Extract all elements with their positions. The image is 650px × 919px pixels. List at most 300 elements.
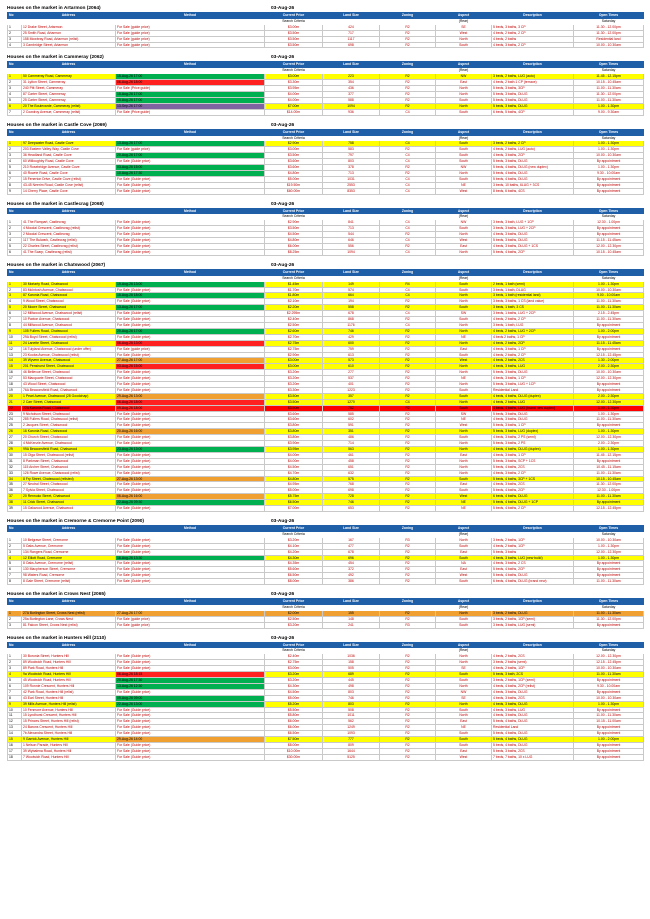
- cell-address: 210 Rosebridge Avenue, Castle Cove: [22, 165, 116, 171]
- col-subheader-aspect: (Rear): [436, 531, 492, 537]
- cell-zoning: R2: [380, 340, 436, 346]
- cell-land-size: 632: [323, 470, 380, 476]
- cell-no: 6: [8, 170, 22, 176]
- cell-price: $5.80m: [265, 713, 323, 719]
- cell-no: 3: [8, 232, 22, 238]
- cell-land-size: 1117: [323, 36, 380, 42]
- cell-method: For Sale (Guide price): [116, 458, 265, 464]
- cell-aspect: North: [436, 299, 492, 305]
- cell-method: For Sale (Guide price): [116, 382, 265, 388]
- cell-zoning: R2: [380, 165, 436, 171]
- cell-no: 7: [8, 689, 22, 695]
- cell-aspect: North: [436, 701, 492, 707]
- cell-zoning: R2: [380, 672, 436, 678]
- col-header-land: Land Size: [323, 129, 380, 135]
- cell-aspect: North: [436, 322, 492, 328]
- cell-no: 6: [8, 567, 22, 573]
- cell-price: $10.00m: [265, 748, 323, 754]
- cell-zoning: R2: [380, 244, 436, 250]
- cell-land-size: 689: [323, 672, 380, 678]
- cell-zoning: R2: [380, 660, 436, 666]
- cell-zoning: R2: [380, 683, 436, 689]
- cell-aspect: South: [436, 737, 492, 743]
- cell-method: 22-Aug-26 13:00: [116, 701, 265, 707]
- cell-description: 4 beds, 2 baths, 2 CP: [492, 317, 574, 323]
- cell-address: 36 Headland Road, Castle Cove: [22, 153, 116, 159]
- col-header-price: Current Price: [265, 62, 323, 68]
- cell-price: $5.00m: [265, 695, 323, 701]
- cell-no: 7: [8, 109, 22, 115]
- cell-address: 130 Macpherson Street, Cremorne: [22, 567, 116, 573]
- cell-method: For Sale (Guide price): [116, 689, 265, 695]
- cell-no: 3: [8, 153, 22, 159]
- cell-description: 4 beds, 3 baths, 2CS: [492, 482, 574, 488]
- cell-price: $2.90m: [265, 141, 323, 147]
- cell-address: 50 Cammeray Road, Cammeray: [22, 74, 116, 80]
- col-header-address: Address: [22, 208, 116, 214]
- cell-aspect: South: [436, 287, 492, 293]
- cell-open-times: 11.00 - 11.30am: [574, 713, 644, 719]
- cell-method: 22-Aug-26 09:30: [116, 500, 265, 506]
- cell-aspect: SE: [436, 695, 492, 701]
- section-header: [7, 262, 643, 269]
- cell-open-times: 11.30 - 12.00pm: [574, 616, 644, 622]
- cell-zoning: C4: [380, 238, 436, 244]
- cell-description: 5 beds, 3 bath, 2CS: [492, 672, 574, 678]
- cell-method: For Sale (Guide price): [116, 543, 265, 549]
- cell-no: 1: [8, 141, 22, 147]
- cell-open-times: By appointment: [574, 707, 644, 713]
- cell-address: 10 Paxton Avenue, Chatswood: [22, 317, 116, 323]
- table-row[interactable]: [8, 109, 644, 115]
- cell-no: 27: [8, 435, 22, 441]
- cell-price: $6.00m: [265, 244, 323, 250]
- cell-open-times: 1.00 - 2.00pm: [574, 737, 644, 743]
- cell-address: 109 Ronnie Crescent, Hunters Hill: [22, 683, 116, 689]
- cell-open-times: 10.00 - 10.30am: [574, 287, 644, 293]
- cell-land-size: 2553: [323, 182, 380, 188]
- cell-no: 28: [8, 441, 22, 447]
- cell-no: 2: [8, 226, 22, 232]
- cell-address: 15 Oakwood Avenue, Chatswood: [22, 506, 116, 512]
- cell-method: For Sale (Guide price): [116, 226, 265, 232]
- cell-land-size: 651: [323, 464, 380, 470]
- col-header-description: Description: [492, 208, 574, 214]
- cell-open-times: 1.00 - 1.30pm: [574, 543, 644, 549]
- listings-table: [7, 129, 644, 195]
- cell-price: $2.10m: [265, 299, 323, 305]
- cell-price: $2.75m: [265, 660, 323, 666]
- col-header-zoning: Zoning: [380, 208, 436, 214]
- cell-aspect: North: [436, 340, 492, 346]
- cell-land-size: 563: [323, 447, 380, 453]
- cell-zoning: R2: [380, 543, 436, 549]
- cell-description: 4 beds, 2 baths, 1CP: [492, 543, 574, 549]
- cell-aspect: North: [436, 654, 492, 660]
- cell-no: 7: [8, 317, 22, 323]
- cell-price: $3.20m: [265, 678, 323, 684]
- cell-zoning: R2: [380, 417, 436, 423]
- cell-address: 10 Belgrave Street, Cremorne: [22, 537, 116, 543]
- cell-description: 4 beds, 2 baths, LUG (auto): [492, 147, 574, 153]
- cell-description: 5 beds, 4 baths, DLUG: [492, 176, 574, 182]
- cell-zoning: R2: [380, 42, 436, 48]
- cell-no: 5: [8, 561, 22, 567]
- cell-open-times: 9.30 - 10.00am: [574, 170, 644, 176]
- col-header-address: Address: [22, 642, 116, 648]
- cell-land-size: 653: [323, 506, 380, 512]
- cell-price: $3.50m: [265, 405, 323, 411]
- cell-address: 134 Rangers Road, Cremorne: [22, 549, 116, 555]
- cell-land-size: 758: [323, 141, 380, 147]
- cell-price: $5.75m: [265, 494, 323, 500]
- cell-land-size: 713: [323, 170, 380, 176]
- col-header-method: Method: [116, 208, 265, 214]
- cell-aspect: NW: [436, 689, 492, 695]
- cell-price: $4.10m: [265, 543, 323, 549]
- section-header: [7, 518, 643, 525]
- cell-address: 41 The Rampart, Castlecrag: [22, 220, 116, 226]
- col-header-no: No: [8, 208, 22, 214]
- cell-price: $8.25m: [265, 249, 323, 255]
- cell-price: $2.50m: [265, 322, 323, 328]
- section-title: Houses on the market in Castle Cove (2069): [7, 122, 107, 128]
- cell-no: 29: [8, 447, 22, 453]
- col-header-method: Method: [116, 642, 265, 648]
- cell-no: 20: [8, 393, 22, 399]
- cell-land-size: 1270: [323, 399, 380, 405]
- col-header-description: Description: [492, 525, 574, 531]
- cell-open-times: By appointment: [574, 322, 644, 328]
- col-header-description: Description: [492, 13, 574, 19]
- cell-open-times: 1.00 - 1.30pm: [574, 141, 644, 147]
- cell-address: 9a Woolwich Road, Hunters Hill: [22, 672, 116, 678]
- cell-method: For Sale (Guide price): [116, 423, 265, 429]
- cell-address: 45 Woolwich Road, Hunters Hill: [22, 678, 116, 684]
- cell-address: 12 Elliott Road, Cremorne: [22, 555, 116, 561]
- table-row[interactable]: [8, 42, 644, 48]
- cell-land-size: 585: [323, 411, 380, 417]
- cell-land-size: 678: [323, 549, 380, 555]
- cell-description: 5 beds, 3 baths, SCP + 1CS: [492, 458, 574, 464]
- cell-description: 4 beds, 3 baths, DLUG + 1CS: [492, 244, 574, 250]
- table-row[interactable]: [8, 506, 644, 512]
- col-header-aspect: Aspect: [436, 208, 492, 214]
- cell-open-times: By appointment: [574, 182, 644, 188]
- cell-land-size: 698: [323, 488, 380, 494]
- cell-open-times: 1.00 - 1.30pm: [574, 147, 644, 153]
- cell-aspect: East: [436, 748, 492, 754]
- cell-no: 4: [8, 91, 22, 97]
- cell-no: 16: [8, 742, 22, 748]
- cell-land-size: 713: [323, 226, 380, 232]
- cell-land-size: 1036: [323, 654, 380, 660]
- cell-land-size: 646: [323, 238, 380, 244]
- cell-no: 5: [8, 305, 22, 311]
- cell-method: For Sale (Guide price): [116, 719, 265, 725]
- cell-land-size: 698: [323, 42, 380, 48]
- cell-land-size: 357: [323, 393, 380, 399]
- cell-land-size: 429: [323, 334, 380, 340]
- cell-no: 9: [8, 701, 22, 707]
- col-subheader-open: Saturday: [574, 604, 644, 610]
- col-header-no: No: [8, 13, 22, 19]
- cell-open-times: By appointment: [574, 742, 644, 748]
- cell-method: 13-Aug-26 12:30: [116, 683, 265, 689]
- cell-address: 97 Deepwater Road, Castle Cove: [22, 141, 116, 147]
- cell-open-times: 1.00 - 2.00pm: [574, 328, 644, 334]
- col-header-method: Method: [116, 129, 265, 135]
- col-header-aspect: Aspect: [436, 13, 492, 19]
- cell-method: For Sale (Guide price): [116, 506, 265, 512]
- cell-aspect: NA: [436, 561, 492, 567]
- cell-open-times: By appointment: [574, 346, 644, 352]
- cell-aspect: North: [436, 537, 492, 543]
- cell-price: $7.00m: [265, 103, 323, 109]
- cell-zoning: C4: [380, 159, 436, 165]
- cell-aspect: North: [436, 232, 492, 238]
- cell-open-times: 9.30 - 10.00am: [574, 683, 644, 689]
- cell-no: 37: [8, 494, 22, 500]
- cell-price: $1.80m: [265, 293, 323, 299]
- cell-address: 10 Fenmore Avenue, Hunters Hill: [22, 707, 116, 713]
- cell-aspect: South: [436, 153, 492, 159]
- cell-zoning: C4: [380, 109, 436, 115]
- cell-no: 4: [8, 555, 22, 561]
- cell-description: 4 beds, 3 baths, LUG (new build): [492, 555, 574, 561]
- cell-no: 1: [8, 74, 22, 80]
- cell-description: 5 beds, 3 baths, DLUG: [492, 97, 574, 103]
- cell-no: 5: [8, 97, 22, 103]
- cell-price: $4.80m: [265, 170, 323, 176]
- cell-open-times: 10.00 - 10.30am: [574, 695, 644, 701]
- table-row[interactable]: [8, 579, 644, 585]
- cell-address: 22 Charles Street, Castlecrag (relist): [22, 244, 116, 250]
- cell-method: 19-Aug-26 13:00: [116, 281, 265, 287]
- cell-method: For Sale (Guide price): [116, 317, 265, 323]
- cell-zoning: R2: [380, 754, 436, 760]
- cell-zoning: R2: [380, 616, 436, 622]
- cell-description: 4 beds, 3 baths, DLUG: [492, 417, 574, 423]
- cell-open-times: By appointment: [574, 334, 644, 340]
- cell-open-times: 11.30 - 12.00pm: [574, 24, 644, 30]
- cell-aspect: North: [436, 399, 492, 405]
- cell-land-size: 492: [323, 573, 380, 579]
- cell-description: 3 beds, 10 baths, 6LUG + 3CS: [492, 182, 574, 188]
- suburb-section: [7, 201, 643, 256]
- cell-no: 2: [8, 30, 22, 36]
- cell-no: 1: [8, 24, 22, 30]
- cell-method: For Sale (Guide price): [116, 654, 265, 660]
- cell-address: 4 Moodai Crescent, Castlecrag (relist): [22, 226, 116, 232]
- col-header-open: Open Times: [574, 599, 644, 605]
- cell-address: 87 Karonia Road, Chatswood: [22, 293, 116, 299]
- cell-address: 7 Woolwich Road, Hunters Hill: [22, 754, 116, 760]
- col-header-aspect: Aspect: [436, 599, 492, 605]
- cell-land-size: 505: [323, 666, 380, 672]
- cell-land-size: 458: [323, 458, 380, 464]
- cell-method: For Sale (Guide price): [116, 464, 265, 470]
- cell-aspect: South: [436, 555, 492, 561]
- cell-land-size: 223: [323, 74, 380, 80]
- table-row[interactable]: [8, 622, 644, 628]
- cell-aspect: South: [436, 317, 492, 323]
- cell-open-times: 12.00 - 12.30pm: [574, 244, 644, 250]
- cell-aspect: South: [436, 543, 492, 549]
- cell-method: For Sale (Price guide): [116, 109, 265, 115]
- cell-no: 6: [8, 683, 22, 689]
- cell-description: 3 beds, 3 baths, LUG (semi): [492, 622, 574, 628]
- cell-aspect: SE: [436, 666, 492, 672]
- cell-land-size: 486: [323, 435, 380, 441]
- cell-description: 4 beds, 2 bath 1 CP (terrace): [492, 80, 574, 86]
- cell-land-size: 194: [323, 299, 380, 305]
- cell-no: 26: [8, 429, 22, 435]
- col-header-address: Address: [22, 525, 116, 531]
- cell-zoning: R2: [380, 405, 436, 411]
- cell-address: 2 Moodai Crescent, Castlecrag: [22, 232, 116, 238]
- cell-aspect: North: [436, 36, 492, 42]
- cell-aspect: SE: [436, 24, 492, 30]
- cell-zoning: R2: [380, 74, 436, 80]
- cell-price: $3.80m: [265, 429, 323, 435]
- cell-open-times: 1.00 - 1.30pm: [574, 701, 644, 707]
- cell-aspect: North: [436, 103, 492, 109]
- cell-zoning: R2: [380, 364, 436, 370]
- col-header-method: Method: [116, 269, 265, 275]
- cell-aspect: North: [436, 458, 492, 464]
- suburb-section: [7, 54, 643, 115]
- cell-zoning: R2: [380, 447, 436, 453]
- cell-description: 6 beds, 4 baths, DLUG: [492, 494, 574, 500]
- cell-zoning: R2: [380, 666, 436, 672]
- cell-price: $3.20m: [265, 622, 323, 628]
- cell-zoning: R2: [380, 506, 436, 512]
- cell-description: 4 beds, 4 baths, 2CP (relist): [492, 683, 574, 689]
- cell-no: 4: [8, 672, 22, 678]
- cell-no: 12: [8, 719, 22, 725]
- cell-zoning: R2: [380, 24, 436, 30]
- col-header-aspect: Aspect: [436, 525, 492, 531]
- table-row[interactable]: [8, 188, 644, 194]
- cell-zoning: R2: [380, 654, 436, 660]
- cell-description: 5 beds, 4 baths, DLUG: [492, 731, 574, 737]
- cell-zoning: R2: [380, 30, 436, 36]
- cell-aspect: East: [436, 244, 492, 250]
- cell-method: For Sale (Guide price): [116, 352, 265, 358]
- cell-method: 15-Aug-26 17:00: [116, 97, 265, 103]
- listings-table: [7, 642, 644, 761]
- cell-open-times: By appointment: [574, 382, 644, 388]
- cell-address: 29A Boyd Street, Chatswood (relist): [22, 334, 116, 340]
- cell-open-times: 10.15 - 11.00am: [574, 719, 644, 725]
- cell-land-size: 714: [323, 441, 380, 447]
- cell-land-size: 5125: [323, 754, 380, 760]
- cell-method: For Sale (Guide price): [116, 470, 265, 476]
- cell-open-times: 11.30 - 12.00pm: [574, 91, 644, 97]
- cell-aspect: West: [436, 494, 492, 500]
- cell-open-times: 11.15 - 11.45am: [574, 340, 644, 346]
- cell-zoning: R2: [380, 567, 436, 573]
- cell-open-times: 11.00 - 11.30am: [574, 317, 644, 323]
- cell-description: Residential Land: [492, 725, 574, 731]
- cell-open-times: 10.15 - 10.45am: [574, 249, 644, 255]
- cell-no: 38: [8, 500, 22, 506]
- col-header-price: Current Price: [265, 525, 323, 531]
- cell-price: $3.60m: [265, 159, 323, 165]
- col-header-address: Address: [22, 62, 116, 68]
- cell-price: $60.00m: [265, 188, 323, 194]
- cell-address: 24 Barons Crescent, Hunters Hill: [22, 725, 116, 731]
- cell-land-size: 1094: [323, 249, 380, 255]
- cell-price: $4.00m: [265, 452, 323, 458]
- cell-method: For Sale (Guide price): [116, 249, 265, 255]
- cell-method: 16-Aug-26 13:30: [116, 555, 265, 561]
- cell-zoning: R2: [380, 232, 436, 238]
- cell-description: 4 beds, 2 baths, 2CS: [492, 358, 574, 364]
- cell-method: 27-Aug-26 17:00: [116, 358, 265, 364]
- cell-no: 10: [8, 707, 22, 713]
- cell-zoning: R2: [380, 346, 436, 352]
- cell-description: 4 beds, 3 baths, 1 CP: [492, 452, 574, 458]
- cell-no: 9: [8, 188, 22, 194]
- cell-land-size: 803: [323, 689, 380, 695]
- cell-no: 2: [8, 616, 22, 622]
- cell-open-times: By appointment: [574, 678, 644, 684]
- cell-open-times: 1.00 - 1.30pm: [574, 405, 644, 411]
- col-header-land: Land Size: [323, 642, 380, 648]
- cell-price: $4.00m: [265, 97, 323, 103]
- cell-description: 3 beds, 2 baths, 1CP (semi): [492, 616, 574, 622]
- cell-price: $19.50m: [265, 182, 323, 188]
- cell-price: $3.50m: [265, 393, 323, 399]
- table-row[interactable]: [8, 249, 644, 255]
- cell-land-size: 377: [323, 91, 380, 97]
- col-subheader-price: Search Criteria: [265, 135, 323, 141]
- cell-description: 5 beds, 4 baths, DLUG: [492, 742, 574, 748]
- cell-aspect: South: [436, 622, 492, 628]
- suburb-section: [7, 122, 643, 195]
- cell-price: $4.00m: [265, 458, 323, 464]
- cell-method: 27-Aug-26 17:00: [116, 610, 265, 616]
- cell-description: 3 beds, 3 baths, LUG + 2CP: [492, 226, 574, 232]
- listings-table: [7, 61, 644, 115]
- cell-method: For Sale (Guide price): [116, 238, 265, 244]
- cell-open-times: 11.00 - 11.30am: [574, 579, 644, 585]
- cell-method: 20-Aug-26 17:00: [116, 328, 265, 334]
- cell-address: 60 Willoughby Road, Castle Cove: [22, 159, 116, 165]
- cell-description: 6 beds, 5 baths, 4CP: [492, 109, 574, 115]
- cell-aspect: South: [436, 159, 492, 165]
- col-header-address: Address: [22, 13, 116, 19]
- cell-address: 15 Fenerton Drive, Castle Cove (relist): [22, 176, 116, 182]
- col-header-no: No: [8, 642, 22, 648]
- cell-method: For Sale (Guide price): [116, 579, 265, 585]
- cell-land-size: 602: [323, 417, 380, 423]
- cell-zoning: R2: [380, 80, 436, 86]
- cell-zoning: R2: [380, 387, 436, 393]
- cell-address: 41 The Scarp, Castlecrag (relist): [22, 249, 116, 255]
- col-header-aspect: Aspect: [436, 269, 492, 275]
- col-header-description: Description: [492, 599, 574, 605]
- cell-address: 30 Moriarty Road, Chatswood: [22, 281, 116, 287]
- table-row[interactable]: [8, 754, 644, 760]
- cell-description: 5 beds, 4 baths, 2CP: [492, 249, 574, 255]
- cell-aspect: South: [436, 672, 492, 678]
- cell-zoning: C4: [380, 293, 436, 299]
- cell-description: 4 beds, 3 baths, 1 CP: [492, 346, 574, 352]
- cell-aspect: NW: [436, 220, 492, 226]
